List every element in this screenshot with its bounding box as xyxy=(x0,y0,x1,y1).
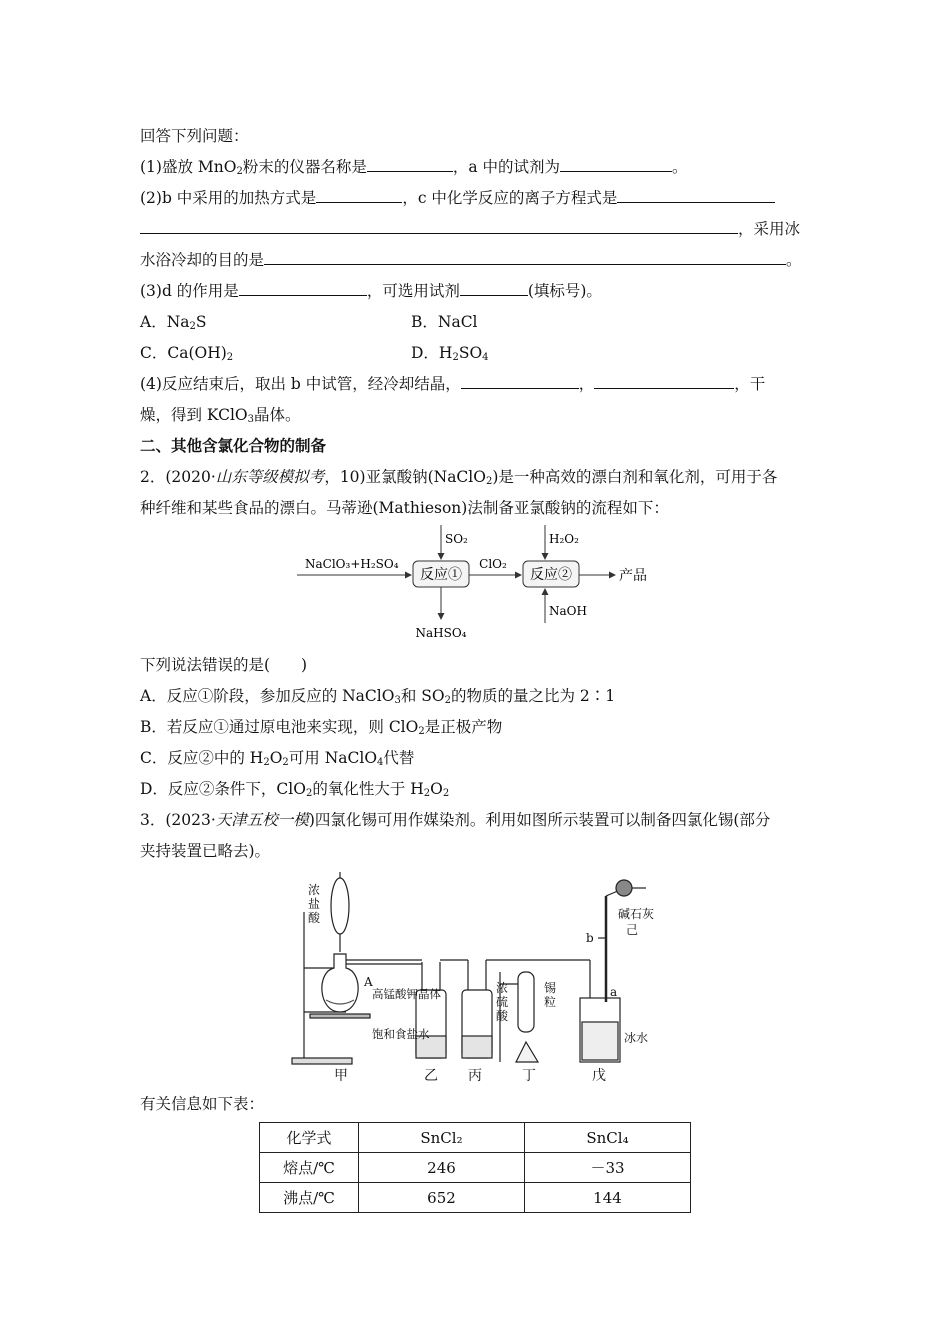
reaction2-label: 反应② xyxy=(530,567,572,583)
table-cell: 熔点/℃ xyxy=(260,1153,359,1183)
q1-part2: (2)b 中采用的加热方式是 ，c 中化学反应的离子方程式是 xyxy=(140,188,775,208)
q1-option-b[interactable]: B．NaCl xyxy=(411,313,478,331)
answer-blank[interactable] xyxy=(594,374,734,389)
reaction1-label: 反应① xyxy=(420,567,462,583)
q1-option-c[interactable]: C．$Ca(OH)_2$ xyxy=(140,344,234,363)
answer-blank[interactable] xyxy=(264,250,786,265)
q1-part4-cont: 燥，得到 KClO$_3$晶体。 xyxy=(140,406,301,425)
drying-tube xyxy=(616,880,632,896)
table-header: SnCl₄ xyxy=(525,1123,691,1153)
q1-option-d[interactable]: D．$H_2SO_4$ xyxy=(411,344,489,363)
q2-question: 下列说法错误的是( ) xyxy=(140,656,308,674)
apparatus-diagram xyxy=(290,872,670,1088)
table-cell: 652 xyxy=(359,1183,525,1213)
answer-blank[interactable] xyxy=(140,219,738,234)
answer-blank[interactable] xyxy=(461,374,579,389)
answer-blank[interactable] xyxy=(617,188,775,203)
table-row xyxy=(260,1183,691,1213)
q1-part1: (1)盛放 MnO$_2$粉末的仪器名称是 ，a 中的试剂为 。 xyxy=(140,158,688,177)
q2-option-a[interactable]: A．反应①阶段，参加反应的 NaClO$_3$和 $SO_2$的物质的量之比为 2∶1 xyxy=(140,687,616,706)
q2-option-d[interactable]: D．反应②条件下，ClO$_2$的氧化性大于 $H_2O_2$ xyxy=(140,780,450,799)
label-ding: 丁 xyxy=(522,1068,536,1084)
label-ji: 己 xyxy=(626,923,639,937)
q1-part2-cont: ，采用冰 xyxy=(140,219,800,239)
flow-product: 产品 xyxy=(619,568,647,584)
label-a: a xyxy=(610,985,618,999)
table-row xyxy=(260,1153,691,1183)
stand-base xyxy=(292,1058,352,1064)
label-acid: 浓盐酸 xyxy=(308,883,321,925)
q1-intro: 回答下列问题： xyxy=(140,127,249,145)
table-cell: －33 xyxy=(525,1153,691,1183)
answer-blank[interactable] xyxy=(560,157,672,172)
dropping-funnel xyxy=(331,878,349,934)
label-brine: 饱和食盐水 xyxy=(372,1027,430,1041)
q2-option-c[interactable]: C．反应②中的 $H_2O_2$可用 NaClO$_4$代替 xyxy=(140,749,415,768)
table-cell: 144 xyxy=(525,1183,691,1213)
label-b: b xyxy=(586,931,594,945)
q3-stem-line2: 夹持装置已略去)。 xyxy=(140,842,271,860)
label-kmno4: 高锰酸钾晶体 xyxy=(372,987,441,1001)
round-flask xyxy=(322,954,358,1012)
q1-part3: (3)d 的作用是 ，可选用试剂 (填标号)。 xyxy=(140,282,602,300)
label-ice: 冰水 xyxy=(624,1031,649,1045)
answer-blank[interactable] xyxy=(316,188,402,203)
label-h2so4: 浓硫酸 xyxy=(496,981,509,1023)
q3-stem-line1: 3．(2023·天津五校一模)四氯化锡可用作媒染剂。利用如图所示装置可以制备四氯化锡(部分 xyxy=(140,811,771,829)
q2-option-b[interactable]: B．若反应①通过原电池来实现，则 ClO$_2$是正极产物 xyxy=(140,718,503,737)
q2-stem-line2: 种纤维和某些食品的漂白。马蒂逊(Mathieson)法制备亚氯酸钠的流程如下： xyxy=(140,499,669,517)
q2-stem-line1: 2．(2020·山东等级模拟考，10)亚氯酸钠(NaClO$_2$)是一种高效的漂白剂和氧化剂，可用于各 xyxy=(140,468,778,487)
flow-nahso4: NaHSO₄ xyxy=(415,626,467,640)
label-sodalime: 碱石灰 xyxy=(618,907,655,921)
table-header: SnCl₂ xyxy=(359,1123,525,1153)
table-header: 化学式 xyxy=(260,1123,359,1153)
label-yi: 乙 xyxy=(424,1068,438,1084)
flow-diagram xyxy=(295,523,665,645)
section-heading: 二、其他含氯化合物的制备 xyxy=(140,437,327,455)
reaction-tube xyxy=(518,972,534,1032)
q1-option-a[interactable]: A．$Na_2S$ xyxy=(140,313,207,332)
property-table xyxy=(259,1122,691,1213)
q1-part2-cont2: 水浴冷却的目的是 。 xyxy=(140,251,802,269)
flow-input: NaClO₃+H₂SO₄ xyxy=(305,557,399,571)
answer-blank[interactable] xyxy=(239,281,367,296)
table-intro: 有关信息如下表： xyxy=(140,1095,265,1113)
flow-so2: SO₂ xyxy=(445,532,468,546)
label-wu: 戊 xyxy=(592,1068,606,1084)
flow-naoh: NaOH xyxy=(549,604,587,618)
table-cell: 沸点/℃ xyxy=(260,1183,359,1213)
q1-part4: (4)反应结束后，取出 b 中试管，经冷却结晶， ， ，干 xyxy=(140,375,766,393)
label-bing: 丙 xyxy=(468,1068,482,1084)
answer-blank[interactable] xyxy=(460,281,528,296)
flow-h2o2: H₂O₂ xyxy=(549,532,579,546)
table-cell: 246 xyxy=(359,1153,525,1183)
flow-clo2: ClO₂ xyxy=(479,557,507,571)
answer-blank[interactable] xyxy=(367,157,453,172)
label-tin: 锡粒 xyxy=(544,981,557,1009)
label-A: A xyxy=(364,975,373,989)
table-row xyxy=(260,1123,691,1153)
label-jia: 甲 xyxy=(334,1068,348,1084)
